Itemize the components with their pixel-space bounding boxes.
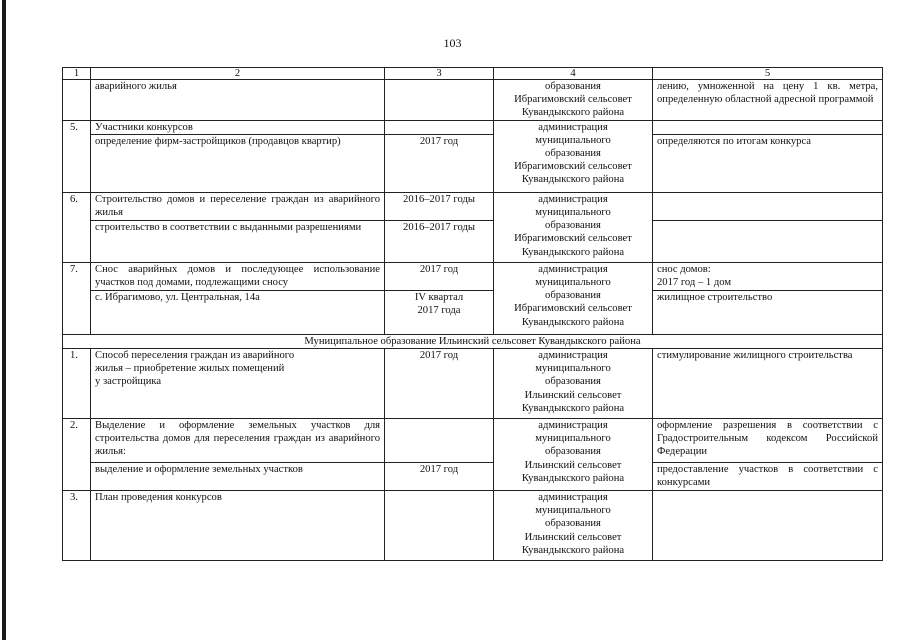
responsible-org: администрация муниципального образования Ильинский сельсовет Кувандыкского района — [494, 349, 653, 419]
result-note — [653, 491, 883, 561]
responsible-org: администрация муниципального образования Ибрагимовский сельсовет Кувандыкского района — [494, 120, 653, 192]
measure-name: Строительство домов и переселение граждан из аварийного жилья — [91, 192, 385, 220]
measure-name: Участники конкурсов — [91, 120, 385, 134]
row-number: 7. — [63, 262, 91, 334]
row-number — [63, 80, 91, 121]
deadline: 2017 год — [385, 349, 494, 419]
responsible-org: администрация муниципального образования Ильинский сельсовет Кувандыкского района — [494, 491, 653, 561]
plan-table — [62, 67, 883, 561]
binding-edge — [2, 0, 6, 640]
table-row — [63, 491, 883, 561]
measure-name: План проведения конкурсов — [91, 491, 385, 561]
result-note: оформление разрешения в соответствии с Градостроительным кодексом Российской Федерации — [653, 419, 883, 463]
result-note: предоставление участков в соответствии с конкурсами — [653, 463, 883, 491]
table-row — [63, 134, 883, 192]
deadline: 2016–2017 годы — [385, 192, 494, 220]
measure-name: аварийного жилья — [91, 80, 385, 121]
result-note: определяются по итогам конкурса — [653, 134, 883, 192]
deadline: 2017 год — [385, 134, 494, 192]
header-cell: 3 — [385, 68, 494, 80]
deadline — [385, 491, 494, 561]
row-number: 5. — [63, 120, 91, 192]
row-number: 3. — [63, 491, 91, 561]
measure-name: определение фирм-застройщиков (продавцов квартир) — [91, 134, 385, 192]
header-cell: 2 — [91, 68, 385, 80]
result-note: жилищное строительство — [653, 290, 883, 334]
table-row — [63, 220, 883, 262]
result-note — [653, 120, 883, 134]
table-row — [63, 349, 883, 419]
table-row — [63, 419, 883, 463]
result-note: снос домов: 2017 год – 1 дом — [653, 262, 883, 290]
deadline: IV квартал 2017 года — [385, 290, 494, 334]
deadline: 2017 год — [385, 262, 494, 290]
row-number: 2. — [63, 419, 91, 491]
section-title: Муниципальное образование Ильинский сельсовет Кувандыкского района — [63, 334, 883, 348]
result-note — [653, 192, 883, 220]
deadline — [385, 419, 494, 463]
row-number: 1. — [63, 349, 91, 419]
page-number: 103 — [443, 36, 462, 50]
table-row — [63, 120, 883, 134]
deadline: 2016–2017 годы — [385, 220, 494, 262]
header-cell: 1 — [63, 68, 91, 80]
row-number: 6. — [63, 192, 91, 262]
table-row — [63, 80, 883, 121]
deadline — [385, 120, 494, 134]
deadline — [385, 80, 494, 121]
table-row — [63, 290, 883, 334]
responsible-org: образования Ибрагимовский сельсовет Кувандыкского района — [494, 80, 653, 121]
table-row — [63, 262, 883, 290]
measure-name: с. Ибрагимово, ул. Центральная, 14а — [91, 290, 385, 334]
result-note: стимулирование жилищного строительства — [653, 349, 883, 419]
result-note — [653, 220, 883, 262]
header-cell: 5 — [653, 68, 883, 80]
table-row — [63, 463, 883, 491]
measure-name: выделение и оформление земельных участков — [91, 463, 385, 491]
measure-name: Выделение и оформление земельных участков для строительства домов для переселения граждан из аварийного жилья: — [91, 419, 385, 463]
header-cell: 4 — [494, 68, 653, 80]
measure-name: Снос аварийных домов и последующее использование участков под домами, подлежащими сносу — [91, 262, 385, 290]
measure-name: строительство в соответствии с выданными разрешениями — [91, 220, 385, 262]
table-row — [63, 192, 883, 220]
measure-name: Способ переселения граждан из аварийного жилья – приобретение жилых помещений у застройщика — [91, 349, 385, 419]
section-row — [63, 334, 883, 348]
responsible-org: администрация муниципального образования Ибрагимовский сельсовет Кувандыкского района — [494, 262, 653, 334]
table-header-row — [63, 68, 883, 80]
result-note: лению, умноженной на цену 1 кв. метра, определенную областной адресной программой — [653, 80, 883, 121]
responsible-org: администрация муниципального образования Ибрагимовский сельсовет Кувандыкского района — [494, 192, 653, 262]
deadline: 2017 год — [385, 463, 494, 491]
responsible-org: администрация муниципального образования Ильинский сельсовет Кувандыкского района — [494, 419, 653, 491]
